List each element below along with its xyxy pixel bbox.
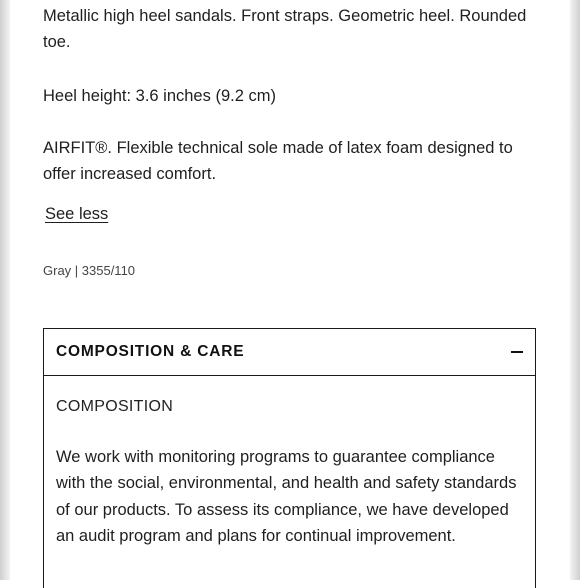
composition-care-accordion bbox=[43, 328, 536, 588]
right-edge-shadow bbox=[570, 0, 580, 580]
composition-heading: COMPOSITION bbox=[56, 398, 174, 415]
heel-height-text: Heel height: 3.6 inches (9.2 cm) bbox=[43, 87, 276, 105]
collapse-minus-icon[interactable] bbox=[511, 346, 523, 358]
left-edge-shadow bbox=[0, 0, 10, 580]
sole-description-text: AIRFIT®. Flexible technical sole made of latex foam designed to offer increased comfort. bbox=[43, 139, 513, 183]
description-paragraph: Metallic high heel sandals. Front straps. Geometric heel. Rounded toe. bbox=[43, 7, 527, 51]
product-color-reference: Gray | 3355/110 bbox=[43, 263, 136, 278]
composition-text: We work with monitoring programs to guarantee compliance with the social, environmental, and health and safety standards of our products. To assess its compliance, we have developed an audit program and plans for continual improvement. bbox=[56, 448, 517, 545]
accordion-header[interactable] bbox=[44, 329, 535, 376]
accordion-body bbox=[44, 396, 535, 549]
accordion-title: COMPOSITION & CARE bbox=[56, 343, 245, 360]
see-less-link[interactable]: See less bbox=[45, 205, 109, 223]
